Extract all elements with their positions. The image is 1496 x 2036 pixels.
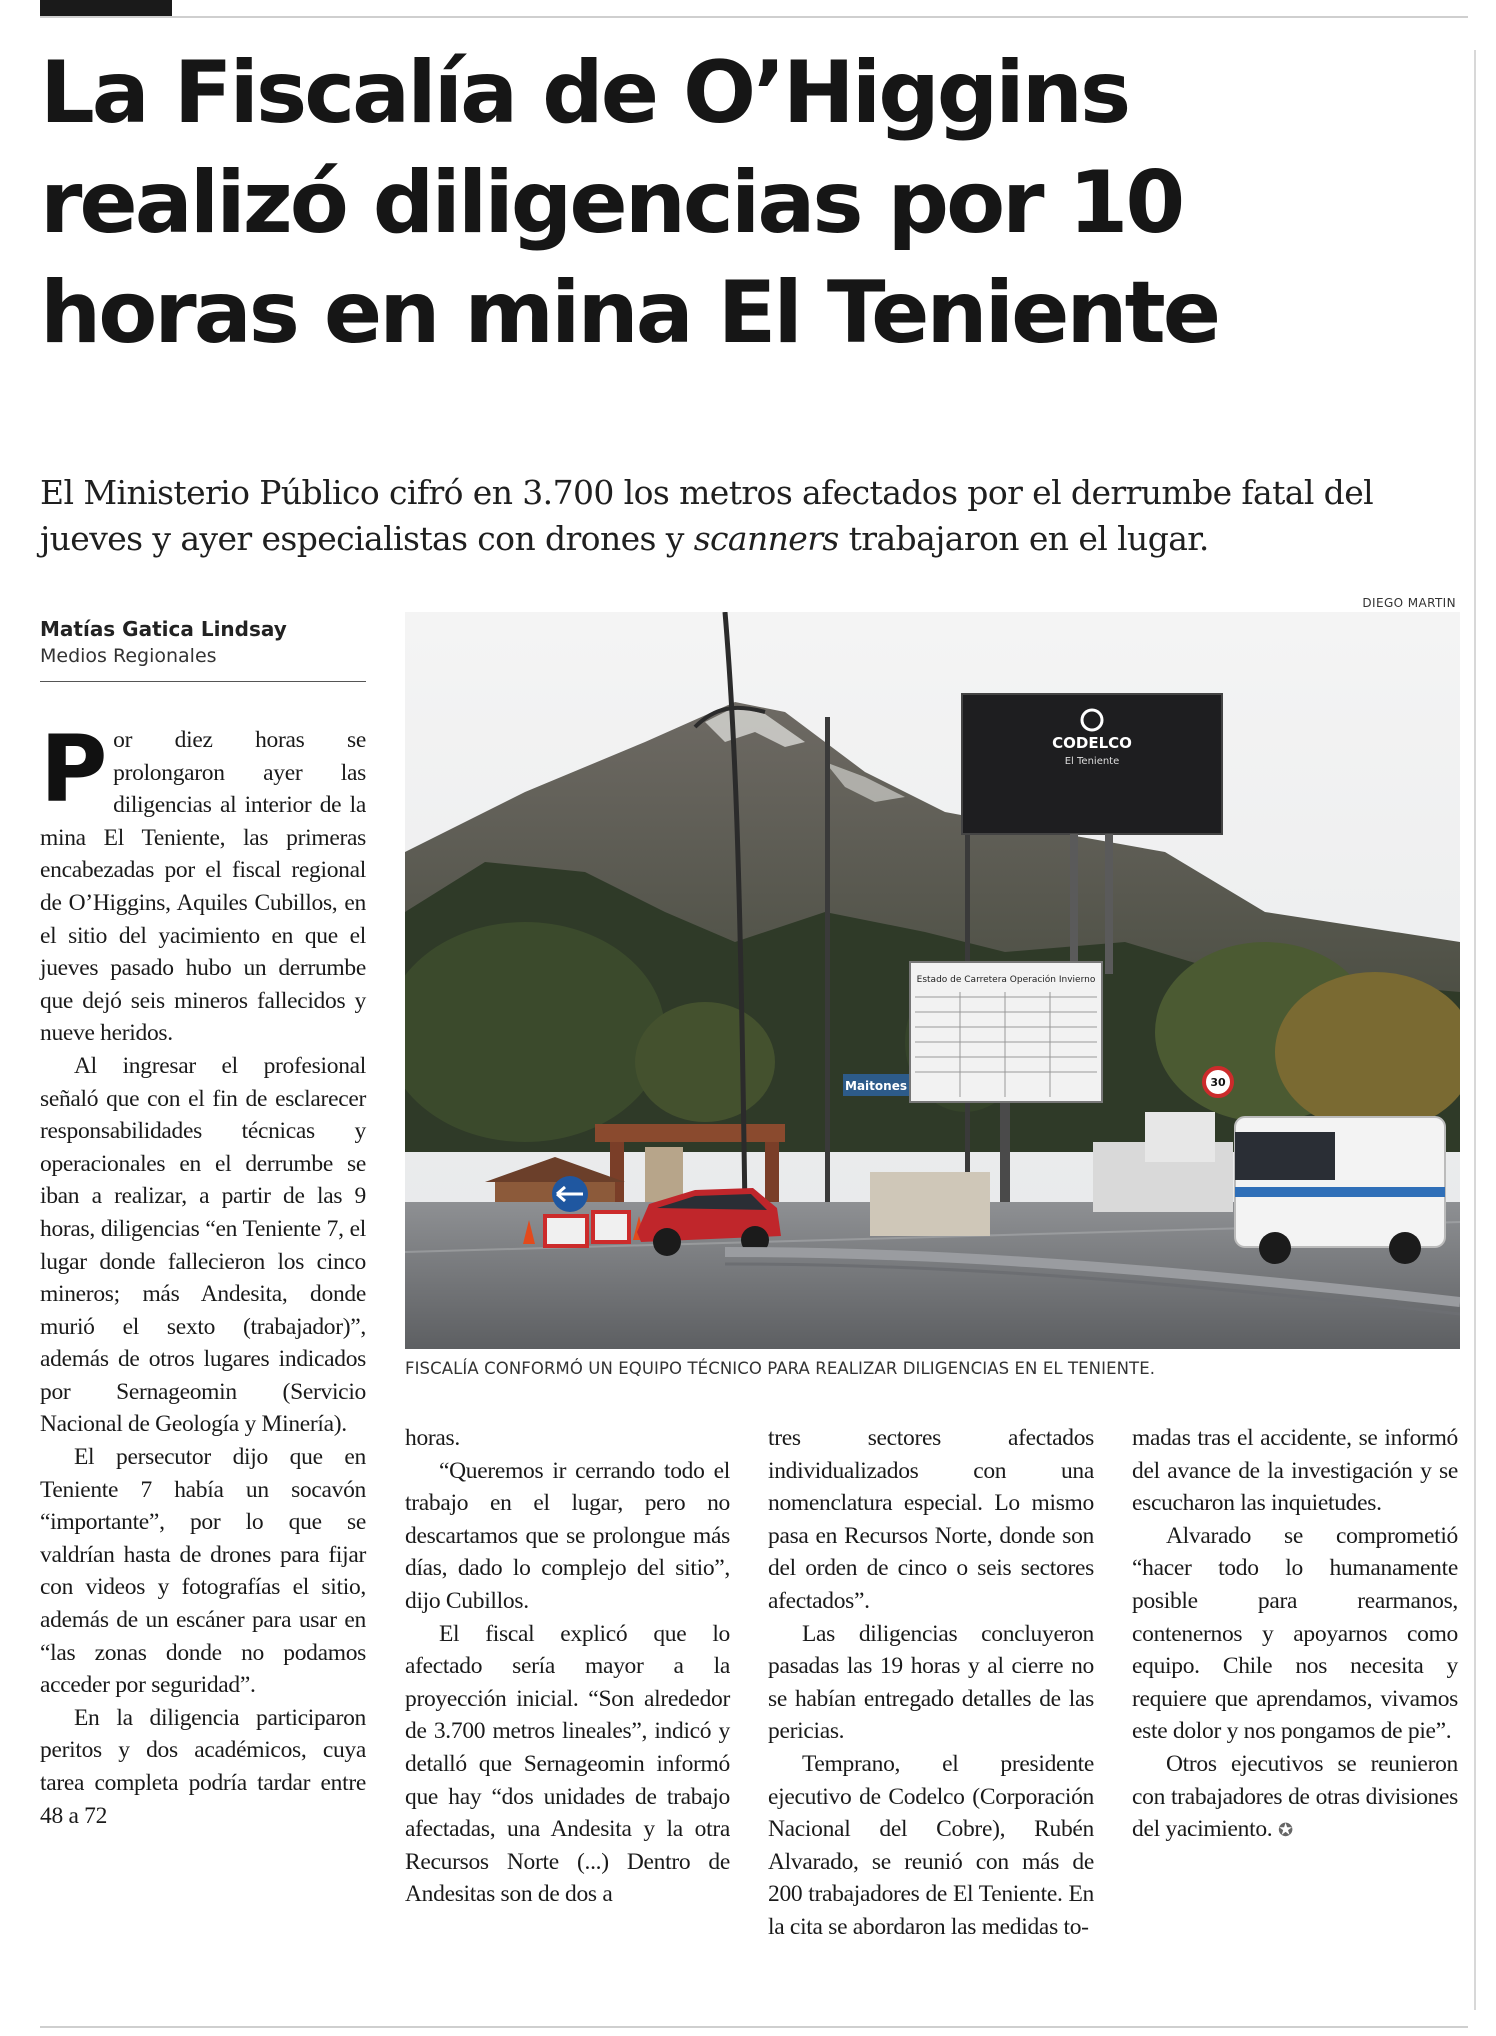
- paragraph: tres sectores afectados individualizados con una nomenclatura especial. Lo mismo pasa en Recursos Norte, donde son del orden de cinco o seis sectores afectados”.: [768, 1425, 1094, 1614]
- article-column-3: [768, 1422, 1094, 1944]
- news-photo: [405, 612, 1460, 1349]
- deck: [40, 470, 1460, 562]
- paragraph: Al ingresar el profesional señaló que con el fin de esclarecer responsabilidades técnicas y operacionales en el derrumbe se iban a realizar, a partir de las 9 horas, diligencias “en Teniente 7, el lugar donde fallecieron los cinco mineros; más Andesita, donde murió el sexto (trabajador)”, además de otros lugares indicados por Sernageomin (Servicio Nacional de Geología y Minería).: [40, 1052, 366, 1438]
- paragraph: “Queremos ir cerrando todo el trabajo en el lugar, pero no descartamos que se prolongue más días, dado lo complejo del sitio”, dijo Cubillos.: [405, 1457, 730, 1614]
- byline-rule: [40, 681, 366, 682]
- photo-credit: DIEGO MARTIN: [1362, 596, 1456, 610]
- paragraph: Temprano, el presidente ejecutivo de Codelco (Corporación Nacional del Cobre), Rubén Alvarado, se reunió con más de 200 trabajadores de El Teniente. En la cita se abordaron las medidas to-: [768, 1750, 1094, 1940]
- author-outlet: Medios Regionales: [40, 645, 217, 667]
- section-marker-bar: [40, 0, 172, 16]
- status-board-title: Estado de Carretera Operación Invierno: [916, 975, 1096, 985]
- paragraph: Alvarado se comprometió “hacer todo lo humanamente posible para rearmanos, contenernos y apoyarnos como equipo. Chile nos necesita y requiere que aprendamos, vivamos este dolor y nos pongamos de pie”.: [1132, 1522, 1458, 1745]
- paragraph-text: Otros ejecutivos se reunieron con trabajadores de otras divisiones del yacimiento.: [1132, 1750, 1458, 1843]
- end-mark-icon: ✪: [1277, 1820, 1293, 1842]
- paragraph: [1132, 1748, 1458, 1848]
- article-column-4: [1132, 1422, 1458, 1848]
- byline: [40, 615, 380, 669]
- photo-caption: FISCALÍA CONFORMÓ UN EQUIPO TÉCNICO PARA REALIZAR DILIGENCIAS EN EL TENIENTE.: [405, 1359, 1156, 1378]
- bottom-rule: [40, 2026, 1468, 2028]
- column-rule-right: [1474, 50, 1476, 2010]
- paragraph: madas tras el accidente, se informó del avance de la investigación y se escucharon las inquietudes.: [1132, 1425, 1458, 1517]
- drop-cap: P: [40, 716, 108, 823]
- photo-illustration: [405, 612, 1460, 1349]
- road-sign-text: Maitones: [845, 1079, 907, 1093]
- paragraph: Las diligencias concluyeron pasadas las 19 horas y al cierre no se habían entregado detalles de las pericias.: [768, 1620, 1094, 1745]
- paragraph-text: or diez horas se prolongaron ayer las diligencias al interior de la mina El Teniente, las primeras encabezadas por el fiscal regional de O’Higgins, Aquiles Cubillos, en el sitio del yacimiento en que el jueves pasado hubo un derrumbe que dejó seis mineros fallecidos y nueve heridos.: [40, 727, 366, 1047]
- deck-italic: scanners: [693, 519, 839, 558]
- top-rule: [40, 16, 1468, 18]
- paragraph: El persecutor dijo que en Teniente 7 había un socavón “importante”, por lo que se valdrían hasta de drones para fijar con videos y fotografías el sitio, además de un escáner para usar en “las zonas donde no podamos acceder por seguridad”.: [40, 1444, 366, 1699]
- paragraph: horas.: [405, 1425, 460, 1451]
- speed-sign-text: 30: [1210, 1076, 1226, 1089]
- paragraph: En la diligencia participaron peritos y dos académicos, cuya tarea completa podría tardar entre 48 a 72: [40, 1704, 366, 1829]
- headline: La Fiscalía de O’Higgins realizó diligencias por 10 horas en mina El Teniente: [40, 43, 1219, 363]
- paragraph: El fiscal explicó que lo afectado sería mayor a la proyección inicial. “Son alrededor de 3.700 metros lineales”, indicó y detalló que Sernageomin informó que hay “dos unidades de trabajo afectadas, una Andesita y la otra Recursos Norte (...) Dentro de Andesitas son de dos a: [405, 1620, 730, 1908]
- white-van: [1235, 1117, 1445, 1264]
- billboard-sub: El Teniente: [1064, 756, 1120, 767]
- paragraph: [40, 716, 366, 1050]
- billboard-brand: CODELCO: [1052, 734, 1132, 752]
- author-name: Matías Gatica Lindsay: [40, 617, 287, 641]
- article-column-2: [405, 1422, 730, 1911]
- deck-text-2: trabajaron en el lugar.: [838, 519, 1209, 558]
- article-column-1: [40, 716, 366, 1832]
- deck-text-1: El Ministerio Público cifró en 3.700 los metros afectados por el derrumbe fatal del jueves y ayer especialistas con drones y: [40, 473, 1374, 558]
